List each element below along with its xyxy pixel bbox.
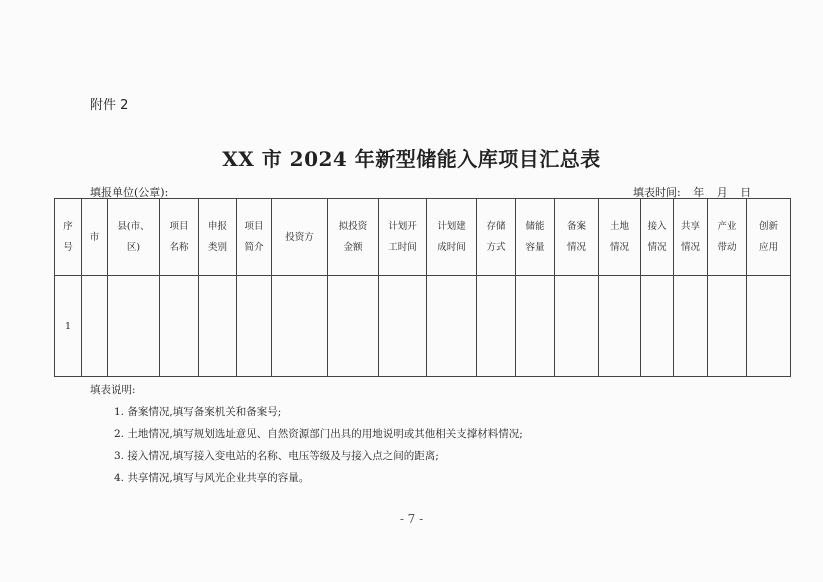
table-cell [199,276,237,377]
column-header-line: 县(市、 [117,221,150,232]
column-header [427,199,477,276]
fill-date-month: 月 [716,186,728,199]
table-row [55,276,791,377]
column-header-line: 项目 [244,221,264,232]
column-header-line: 情况 [680,242,700,253]
column-header [379,199,427,276]
column-header-line: 接入 [647,221,667,232]
page-number: - 7 - [399,512,424,526]
column-header [108,199,160,276]
column-header [237,199,272,276]
row-index-cell: 1 [55,276,82,377]
table-cell [379,276,427,377]
column-header-line: 备案 [566,221,586,232]
column-header-line: 产业 [717,221,737,232]
column-header-line: 成时间 [437,242,466,253]
column-header-line: 情况 [647,242,667,253]
column-header-line: 序 [63,221,73,232]
column-header-line: 拟投资 [338,221,368,232]
column-header [641,199,674,276]
table-cell [708,276,747,377]
column-header-line: 区) [126,242,141,253]
column-header [328,199,379,276]
table-cell [160,276,199,377]
column-header-line: 情况 [609,242,629,253]
column-header [55,199,82,276]
column-header-line: 土地 [609,221,629,232]
table-header-row [55,199,791,276]
column-header-line: 简介 [244,242,264,253]
fill-date-day: 日 [740,186,752,199]
column-header-line: 投资方 [285,231,314,243]
table-cell [427,276,477,377]
column-header-line: 应用 [758,242,778,253]
note-item: 4. 共享情况,填写与风光企业共享的容量。 [114,472,310,484]
table-cell [747,276,791,377]
column-header [599,199,641,276]
column-header [555,199,599,276]
column-header [516,199,555,276]
column-header [199,199,237,276]
note-item: 1. 备案情况,填写备案机关和备案号; [114,406,282,418]
column-header [674,199,708,276]
table-cell [328,276,379,377]
column-header-line: 类别 [207,242,227,253]
column-header [747,199,791,276]
table-cell [272,276,328,377]
table-cell [641,276,674,377]
table-cell [477,276,516,377]
fill-instructions [90,382,523,492]
column-header [272,199,328,276]
column-header [708,199,747,276]
column-header-line: 共享 [680,221,700,232]
table-cell [555,276,599,377]
fill-date-label: 填表时间: [633,186,681,199]
attachment-label: 附件 2 [90,98,129,113]
table-cell [108,276,160,377]
notes-heading: 填表说明: [90,384,136,396]
note-item: 2. 土地情况,填写规划选址意见、自然资源部门出具的用地说明或其他相关支撑材料情况; [114,428,523,440]
column-header-line: 计划建 [437,221,466,232]
column-header [82,199,108,276]
column-header-line: 工时间 [388,242,417,253]
column-header-line: 容量 [525,242,545,253]
column-header-line: 方式 [486,242,506,253]
note-item: 3. 接入情况,填写接入变电站的名称、电压等级及与接入点之间的距离; [114,450,439,462]
column-header-line: 创新 [758,221,778,232]
table-cell [674,276,708,377]
table-cell [516,276,555,377]
fill-unit-label: 填报单位(公章): [90,186,169,199]
column-header-line: 金额 [343,242,363,253]
column-header [477,199,516,276]
column-header-line: 计划开 [388,221,417,232]
table-cell [237,276,272,377]
page-title: XX 市 2024 年新型储能入库项目汇总表 [222,147,601,171]
table-cell [599,276,641,377]
column-header-line: 市 [89,231,100,243]
column-header-line: 号 [63,242,73,253]
summary-table [54,198,791,377]
column-header-line: 项目 [169,221,189,232]
column-header-line: 名称 [169,242,189,253]
column-header-line: 申报 [207,221,227,232]
column-header-line: 情况 [566,242,586,253]
column-header-line: 带动 [717,242,737,253]
column-header-line: 存储 [486,221,506,232]
column-header [160,199,199,276]
column-header-line: 储能 [525,221,545,232]
fill-date-year: 年 [693,186,705,199]
table-cell [82,276,108,377]
